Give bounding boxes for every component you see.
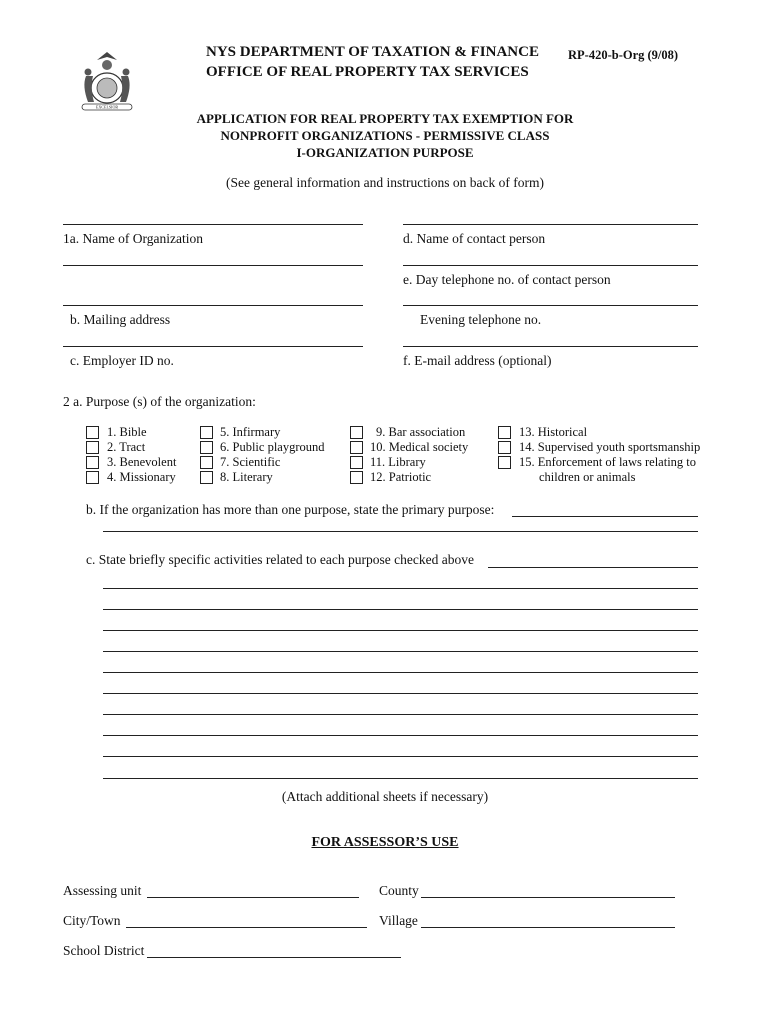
org-name-line-2[interactable] <box>63 265 363 266</box>
purpose-option: 6. Public playground <box>220 440 325 454</box>
contact-person-line[interactable] <box>403 224 698 225</box>
form-title <box>0 110 770 161</box>
state-seal-logo <box>66 46 148 118</box>
village-line[interactable] <box>421 927 675 928</box>
checkbox-benevolent[interactable] <box>86 456 99 469</box>
activities-line[interactable] <box>103 630 698 631</box>
activities-line[interactable] <box>103 693 698 694</box>
purpose-heading: 2 a. Purpose (s) of the organization: <box>63 394 256 409</box>
office-name: OFFICE OF REAL PROPERTY TAX SERVICES <box>206 64 529 80</box>
checkbox-medical-society[interactable] <box>350 441 363 454</box>
village-label: Village <box>379 913 418 928</box>
activities-line[interactable] <box>103 672 698 673</box>
activities-line[interactable] <box>103 735 698 736</box>
employer-id-label: c. Employer ID no. <box>70 353 174 368</box>
title-line-3: I-ORGANIZATION PURPOSE <box>296 145 474 160</box>
checkbox-literary[interactable] <box>200 471 213 484</box>
primary-purpose-label: b. If the organization has more than one purpose, state the primary purpose: <box>86 502 495 517</box>
city-town-label: City/Town <box>63 913 121 928</box>
checkbox-patriotic[interactable] <box>350 471 363 484</box>
checkbox-infirmary[interactable] <box>200 426 213 439</box>
purpose-option: 9. Bar association <box>376 425 466 439</box>
checkbox-scientific[interactable] <box>200 456 213 469</box>
purpose-option: 5. Infirmary <box>220 425 281 439</box>
school-district-line[interactable] <box>147 957 401 958</box>
checkbox-bar-association[interactable] <box>350 426 363 439</box>
instructions-note: (See general information and instructions on back of form) <box>226 175 544 190</box>
activities-line[interactable] <box>103 651 698 652</box>
evening-phone-label: Evening telephone no. <box>420 312 542 327</box>
purpose-option: 11. Library <box>370 455 426 469</box>
purpose-option: 10. Medical society <box>370 440 469 454</box>
mailing-address-label: b. Mailing address <box>70 312 171 327</box>
primary-purpose-line-2[interactable] <box>103 531 698 532</box>
activities-line[interactable] <box>488 567 698 568</box>
form-code: RP-420-b-Org (9/08) <box>568 48 679 62</box>
activities-line[interactable] <box>103 714 698 715</box>
purpose-option: 14. Supervised youth sportsmanship <box>519 440 701 454</box>
checkbox-youth-sportsmanship[interactable] <box>498 441 511 454</box>
checkbox-library[interactable] <box>350 456 363 469</box>
checkbox-public-playground[interactable] <box>200 441 213 454</box>
checkbox-historical[interactable] <box>498 426 511 439</box>
assessing-unit-label: Assessing unit <box>63 883 142 898</box>
assessing-unit-line[interactable] <box>147 897 359 898</box>
primary-purpose-line-1[interactable] <box>512 516 698 517</box>
purpose-option: 3. Benevolent <box>107 455 177 469</box>
email-label: f. E-mail address (optional) <box>403 353 552 368</box>
email-line[interactable] <box>403 346 698 347</box>
purpose-option: 13. Historical <box>519 425 588 439</box>
checkbox-missionary[interactable] <box>86 471 99 484</box>
activities-line[interactable] <box>103 756 698 757</box>
purpose-option-continued: children or animals <box>539 470 636 484</box>
employer-id-line[interactable] <box>63 346 363 347</box>
purpose-option: 1. Bible <box>107 425 147 439</box>
assessor-heading: FOR ASSESSOR’S USE <box>311 835 459 850</box>
agency-name: NYS DEPARTMENT OF TAXATION & FINANCE <box>206 44 539 60</box>
purpose-option: 2. Tract <box>107 440 146 454</box>
school-district-label: School District <box>63 943 145 958</box>
activities-line[interactable] <box>103 588 698 589</box>
svg-text:EXCELSIOR: EXCELSIOR <box>96 104 118 110</box>
attach-note: (Attach additional sheets if necessary) <box>281 789 489 804</box>
purpose-option: 7. Scientific <box>220 455 281 469</box>
activities-line[interactable] <box>103 778 698 779</box>
purpose-option: 15. Enforcement of laws relating to <box>519 455 697 469</box>
purpose-option: 12. Patriotic <box>370 470 432 484</box>
title-line-1: APPLICATION FOR REAL PROPERTY TAX EXEMPTION FOR <box>196 111 574 126</box>
purpose-option: 8. Literary <box>220 470 273 484</box>
county-label: County <box>379 883 419 898</box>
checkbox-bible[interactable] <box>86 426 99 439</box>
checkbox-tract[interactable] <box>86 441 99 454</box>
purpose-option: 4. Missionary <box>107 470 176 484</box>
name-org-line[interactable] <box>63 224 363 225</box>
county-line[interactable] <box>421 897 675 898</box>
city-town-line[interactable] <box>126 927 367 928</box>
activities-line[interactable] <box>103 609 698 610</box>
evening-phone-line[interactable] <box>403 305 698 306</box>
mailing-address-line[interactable] <box>63 305 363 306</box>
contact-person-label: d. Name of contact person <box>403 231 546 246</box>
checkbox-law-enforcement[interactable] <box>498 456 511 469</box>
day-phone-line[interactable] <box>403 265 698 266</box>
day-phone-label: e. Day telephone no. of contact person <box>403 272 611 287</box>
title-line-2: NONPROFIT ORGANIZATIONS - PERMISSIVE CLASS <box>220 128 550 143</box>
name-org-label: 1a. Name of Organization <box>63 231 203 246</box>
activities-label: c. State briefly specific activities related to each purpose checked above <box>86 552 474 567</box>
